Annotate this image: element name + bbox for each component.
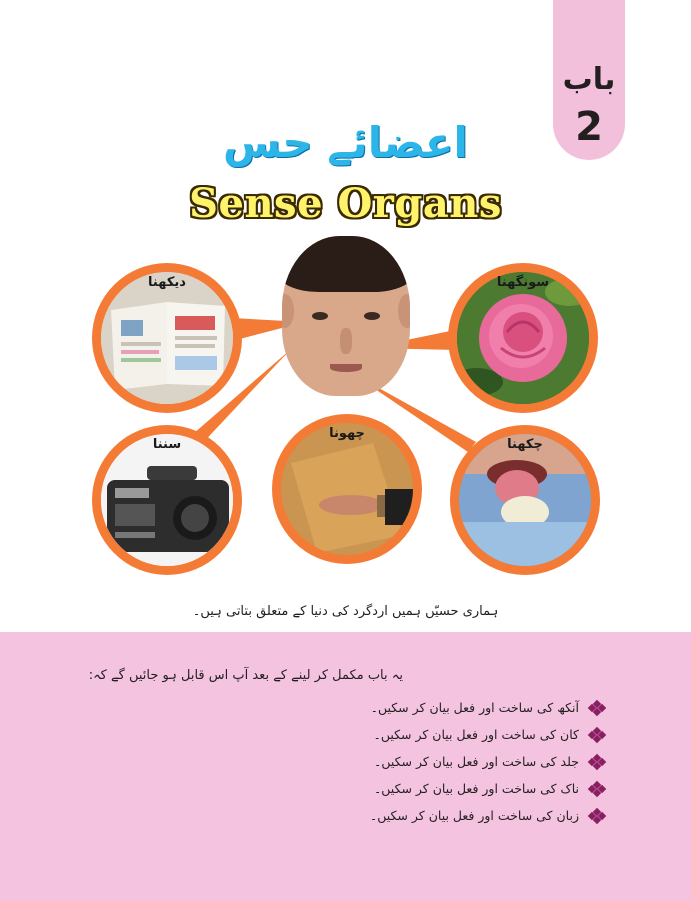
tasting-photo — [459, 434, 591, 566]
mouth — [330, 364, 362, 372]
sense-circle-seeing — [92, 263, 242, 413]
diamond-bullet-icon — [589, 809, 605, 823]
sense-circle-touching — [272, 414, 422, 564]
objective-text: کان کی ساخت اور فعل بیان کر سکیں۔ — [373, 727, 579, 742]
objectives-list — [305, 694, 605, 829]
left-ear — [282, 294, 294, 328]
objectives-panel — [0, 632, 691, 900]
objective-text: زبان کی ساخت اور فعل بیان کر سکیں۔ — [369, 808, 579, 823]
title-english: Sense Organs — [189, 180, 502, 227]
diamond-bullet-icon — [589, 701, 605, 715]
objective-text: جلد کی ساخت اور فعل بیان کر سکیں۔ — [374, 754, 579, 769]
hand-touch-photo — [281, 423, 413, 555]
sense-circle-smelling — [448, 263, 598, 413]
label-smelling: سونگھنا — [496, 275, 550, 290]
diamond-bullet-icon — [589, 782, 605, 796]
list-item — [305, 721, 605, 748]
title-urdu: اعضائے حس — [223, 118, 468, 167]
hair — [282, 236, 410, 292]
boy-face-photo — [282, 236, 410, 396]
right-ear — [398, 294, 410, 328]
label-seeing: دیکھنا — [148, 275, 186, 290]
nose — [340, 328, 352, 354]
right-eye — [364, 312, 380, 320]
left-eye — [312, 312, 328, 320]
list-item — [305, 694, 605, 721]
objective-text: ناک کی ساخت اور فعل بیان کر سکیں۔ — [373, 781, 579, 796]
rose-photo — [457, 272, 589, 404]
book-photo — [101, 272, 233, 404]
list-item — [305, 802, 605, 829]
radio-photo — [101, 434, 233, 566]
chapter-word: باب — [562, 62, 616, 97]
label-tasting: چکھنا — [507, 437, 543, 452]
caption: ہماری حسیّں ہمیں اردگرد کی دنیا کے متعلق بتاتی ہیں۔ — [192, 604, 499, 619]
chapter-number: 2 — [575, 104, 603, 150]
sense-circle-tasting — [450, 425, 600, 575]
list-item — [305, 748, 605, 775]
label-hearing: سننا — [152, 437, 182, 452]
label-touching: چھونا — [329, 426, 365, 441]
list-item — [305, 775, 605, 802]
sense-circle-hearing — [92, 425, 242, 575]
diamond-bullet-icon — [589, 728, 605, 742]
objectives-intro: یہ باب مکمل کر لینے کے بعد آپ اس قابل ہو جائیں گے کہ: — [88, 668, 403, 683]
diamond-bullet-icon — [589, 755, 605, 769]
objective-text: آنکھ کی ساخت اور فعل بیان کر سکیں۔ — [370, 700, 579, 715]
